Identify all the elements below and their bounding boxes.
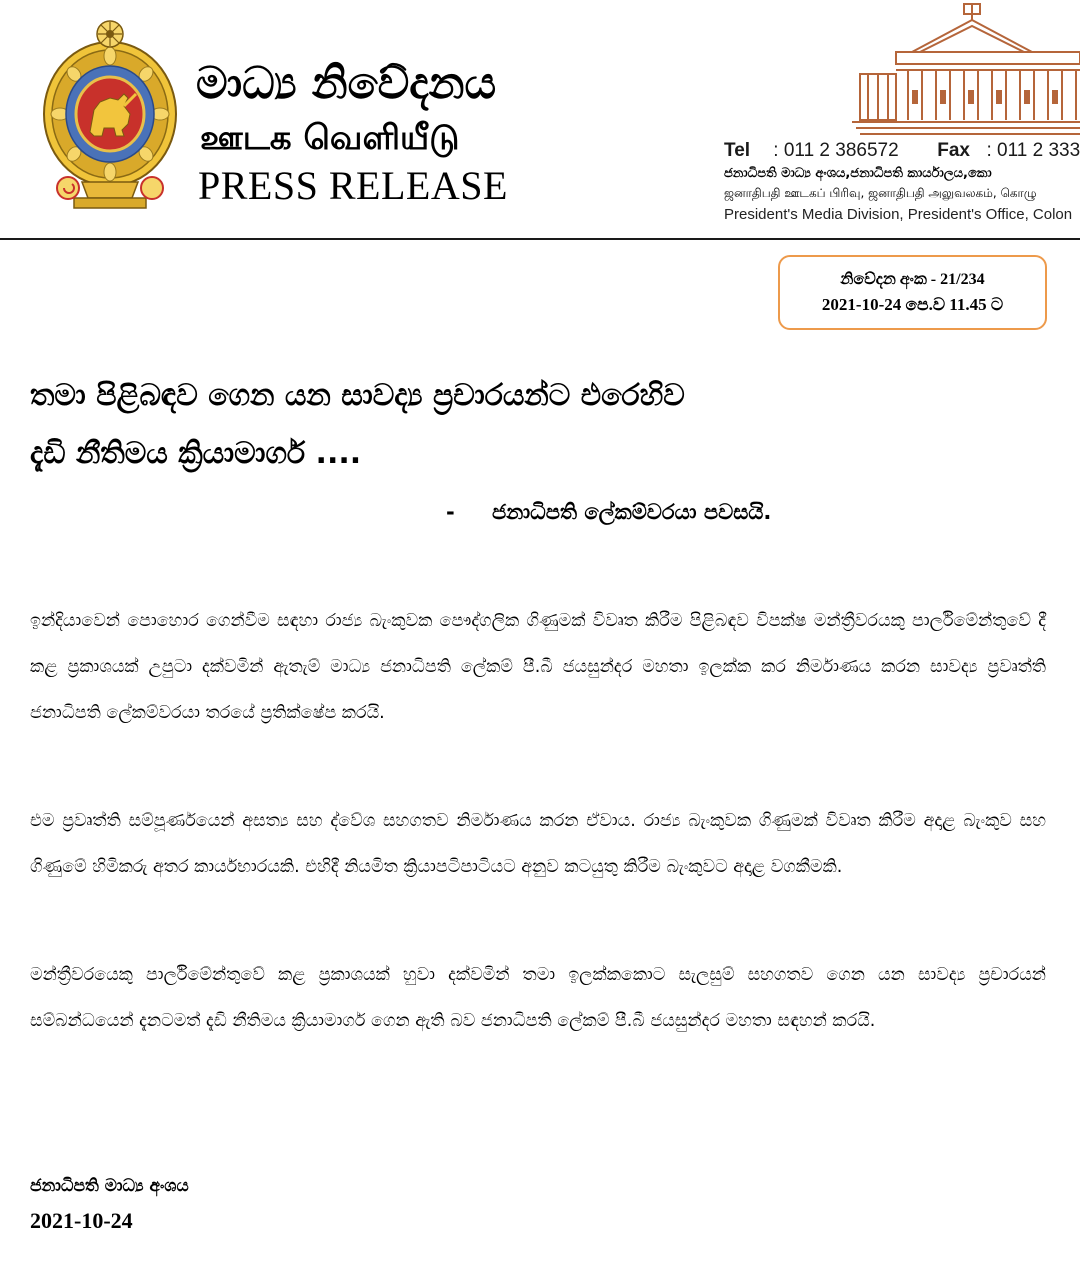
title-english: PRESS RELEASE [198, 163, 508, 208]
tel-value: : 011 2 386572 [773, 140, 899, 161]
attribution-dash: - [446, 500, 455, 524]
release-number: නිවේදන අංක - 21/234 [840, 271, 985, 288]
attribution-text: ජනාධිපති ලේකම්වරයා පවසයි. [492, 500, 772, 524]
phone-fax-line [724, 140, 1080, 162]
headline-line-2: දැඩි නීතිමය ක්‍රියාමාර්ග .... [30, 436, 362, 471]
reference-box [778, 255, 1047, 330]
contact-block [724, 140, 1080, 223]
fax-value: : 011 2 333 [986, 140, 1080, 161]
title-sinhala: මාධ්‍ය නිවේදනය [196, 58, 497, 109]
tel-label: Tel [724, 140, 751, 161]
signature-division: ජනාධිපති මාධ්‍ය අංශය [30, 1176, 189, 1196]
office-address-sinhala: ජනාධිපති මාධ්‍ය අංශය,ජනාධිපති කාර්යාලය,කො [724, 166, 992, 181]
fax-label: Fax [937, 140, 970, 161]
signature-date: 2021-10-24 [30, 1208, 133, 1233]
title-tamil: ஊடக வெளியீடு [200, 118, 460, 158]
office-address-english: President's Media Division, President's Office, Colon [724, 206, 1073, 223]
office-address-tamil: ஜனாதிபதி ஊடகப் பிரிவு, ஜனாதிபதி அலுவலகம், கொழு [724, 186, 1037, 200]
release-datetime: 2021-10-24 පෙ.ව 11.45 ට [821, 295, 1004, 314]
state-emblem-icon [38, 14, 183, 219]
header-divider [0, 238, 1080, 240]
body-paragraph-1: ඉන්දියාවෙන් පොහොර ගෙන්වීම සඳහා රාජ්‍ය බැංකුවක පෞද්ගලික ගිණුමක් විවෘත කිරීම පිළිබඳව විපක්ෂ මන්ත්‍රීවරයකු පාර්ලිමේන්තුවේ දී කළ ප්‍රකාශයක් උපුටා දක්වමින් ඇතැම් මාධ්‍ය ජනාධිපති ලේකම් පී.බී ජයසුන්දර මහතා ඉලක්ක කර නිර්මාණය කරන සාවද්‍ය ප්‍රවෘත්ති ජනාධිපති ලේකම්වරයා තරයේ ප්‍රතික්ෂේප කරයි. [30, 611, 1046, 723]
body-paragraph-2: එම ප්‍රවෘත්ති සම්පූර්ණයෙන් අසත්‍ය සහ ද්වේශ සහගතව නිර්මාණය කරන ඒවාය. රාජ්‍ය බැංකුවක ගිණුමක් විවෘත කිරීම අදාළ බැංකුව සහ ගිණුමේ හිමිකරු අතර කාර්යභාරයකි. එහිදී නියමිත ක්‍රියාපටිපාටියට අනුව කටයුතු කිරීම බැංකුවට අදාළ වගකීමකි. [30, 811, 1046, 877]
headline-line-1: තමා පිළිබඳව ගෙන යන සාවද්‍ය ප්‍රචාරයන්ට එරෙහිව [30, 378, 685, 413]
building-icon [852, 0, 1080, 138]
attribution [446, 500, 771, 525]
body-paragraph-3: මන්ත්‍රීවරයෙකු පාර්ලිමේන්තුවේ කළ ප්‍රකාශයක් හුවා දක්වමින් තමා ඉලක්කකොට සැලසුම් සහගතව ගෙන යන සාවද්‍ය ප්‍රචාරයන් සම්බන්ධයෙන් දැනටමත් දැඩි නීතිමය ක්‍රියාමාර්ග ගෙන ඇති බව ජනාධිපති ලේකම් පී.බී ජයසුන්දර මහතා සඳහන් කරයි. [30, 965, 1046, 1031]
